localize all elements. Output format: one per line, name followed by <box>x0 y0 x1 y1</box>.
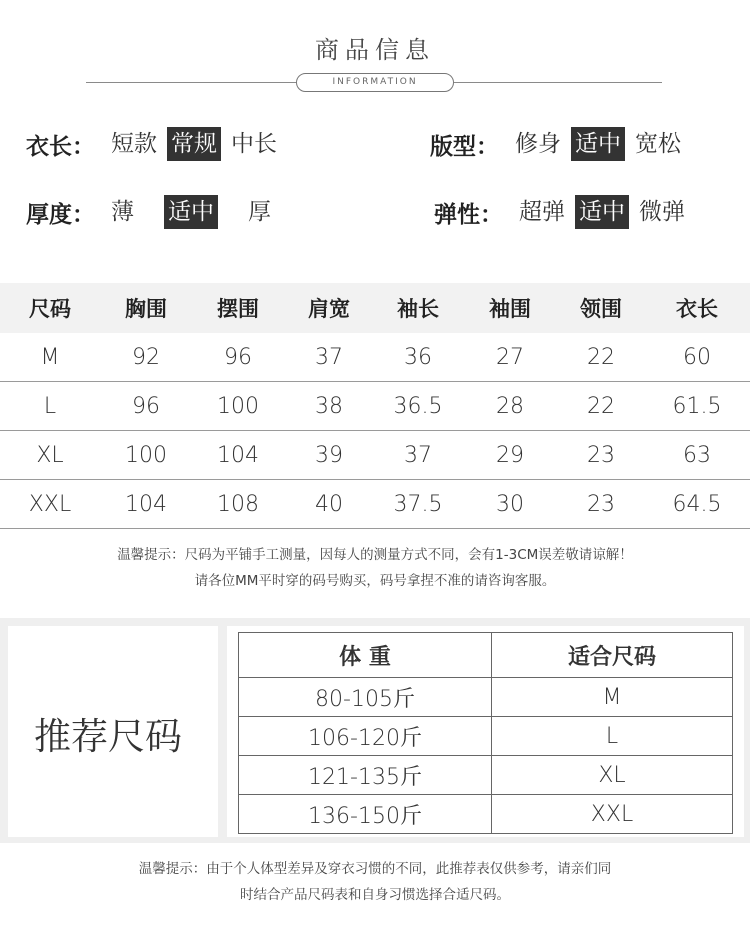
cell: 92 <box>132 344 160 370</box>
recommend-title-panel <box>8 626 218 837</box>
size-cell: L <box>492 717 733 756</box>
cell: 64.5 <box>672 491 722 517</box>
option-regular-selected[interactable]: 常规 <box>167 127 221 161</box>
size-table-header <box>0 283 750 333</box>
divider-left <box>86 82 296 83</box>
cell: 27 <box>496 344 524 370</box>
attribute-label: 衣长： <box>26 133 95 160</box>
option-fit-moderate-selected[interactable]: 适中 <box>571 127 625 161</box>
option-super-stretch[interactable]: 超弹 <box>519 199 565 225</box>
cell: 61.5 <box>672 393 722 419</box>
header-sleeve-width: 袖围 <box>489 297 531 321</box>
table-row <box>0 382 750 431</box>
header-hem: 摆围 <box>217 297 259 321</box>
header-weight: 体 重 <box>239 633 492 678</box>
option-short[interactable]: 短款 <box>111 131 157 157</box>
note-line: 请各位MM平时穿的码号购买，码号拿捏不准的请咨询客服。 <box>194 573 556 589</box>
cell: 29 <box>496 442 524 468</box>
cell: 30 <box>496 491 524 517</box>
subtitle-badge: INFORMATION <box>296 73 454 92</box>
measurement-note <box>0 542 750 594</box>
option-slight-stretch[interactable]: 微弹 <box>639 199 685 225</box>
cell: 40 <box>315 491 343 517</box>
weight-cell: 136-150斤 <box>239 795 492 834</box>
table-row <box>239 717 733 756</box>
note-line: 时结合产品尺码表和自身习惯选择合适尺码。 <box>240 887 510 903</box>
cell: XL <box>36 442 64 468</box>
size-table <box>0 283 750 529</box>
divider-right <box>454 82 662 83</box>
recommend-note <box>0 856 750 908</box>
attribute-label: 版型： <box>430 133 499 160</box>
option-thick[interactable]: 厚 <box>248 199 271 225</box>
attribute-label: 厚度： <box>26 201 95 228</box>
note-line: 温馨提示：由于个人体型差异及穿衣习惯的不同，此推荐表仅供参考，请亲们同 <box>138 861 612 877</box>
weight-cell: 121-135斤 <box>239 756 492 795</box>
table-row <box>239 756 733 795</box>
cell: 104 <box>125 491 167 517</box>
attribute-length <box>26 127 287 161</box>
cell: 36 <box>404 344 432 370</box>
cell: 36.5 <box>393 393 443 419</box>
cell: 39 <box>315 442 343 468</box>
header-collar: 领围 <box>580 297 622 321</box>
cell: 38 <box>315 393 343 419</box>
cell: XXL <box>28 491 72 517</box>
attribute-fit <box>430 127 691 161</box>
header-sleeve-length: 袖长 <box>397 297 439 321</box>
size-cell: XL <box>492 756 733 795</box>
size-cell: XXL <box>492 795 733 834</box>
table-row <box>0 480 750 529</box>
recommend-table <box>238 632 733 834</box>
cell: 60 <box>683 344 711 370</box>
option-slim[interactable]: 修身 <box>515 131 561 157</box>
page-title: 商品信息 <box>315 36 435 64</box>
cell: 37.5 <box>393 491 443 517</box>
weight-cell: 106-120斤 <box>239 717 492 756</box>
table-row <box>239 795 733 834</box>
table-row <box>0 431 750 480</box>
attribute-elasticity <box>434 195 695 229</box>
header-suitable-size: 适合尺码 <box>492 633 733 678</box>
option-thin[interactable]: 薄 <box>111 199 134 225</box>
cell: 96 <box>224 344 252 370</box>
weight-cell: 80-105斤 <box>239 678 492 717</box>
cell: 100 <box>217 393 259 419</box>
cell: 37 <box>404 442 432 468</box>
note-line: 温馨提示：尺码为平铺手工测量，因每人的测量方式不同，会有1-3CM误差敬请谅解！ <box>117 547 633 563</box>
header-shoulder: 肩宽 <box>308 297 350 321</box>
header-chest: 胸围 <box>125 297 167 321</box>
cell: 63 <box>683 442 711 468</box>
option-midlength[interactable]: 中长 <box>231 131 277 157</box>
recommend-header-row <box>239 633 733 678</box>
recommend-title: 推荐尺码 <box>34 715 182 758</box>
option-loose[interactable]: 宽松 <box>635 131 681 157</box>
cell: M <box>40 344 60 370</box>
header-length: 衣长 <box>676 297 718 321</box>
cell: 37 <box>315 344 343 370</box>
cell: 108 <box>217 491 259 517</box>
table-row <box>0 333 750 382</box>
size-cell: M <box>492 678 733 717</box>
cell: 22 <box>587 344 615 370</box>
option-elastic-moderate-selected[interactable]: 适中 <box>575 195 629 229</box>
cell: 22 <box>587 393 615 419</box>
table-row <box>239 678 733 717</box>
cell: 23 <box>587 442 615 468</box>
option-thickness-moderate-selected[interactable]: 适中 <box>164 195 218 229</box>
attribute-label: 弹性： <box>434 201 503 228</box>
cell: L <box>43 393 57 419</box>
cell: 23 <box>587 491 615 517</box>
attribute-thickness <box>26 195 281 229</box>
header-size: 尺码 <box>29 297 71 321</box>
cell: 100 <box>125 442 167 468</box>
cell: 104 <box>217 442 259 468</box>
cell: 96 <box>132 393 160 419</box>
cell: 28 <box>496 393 524 419</box>
